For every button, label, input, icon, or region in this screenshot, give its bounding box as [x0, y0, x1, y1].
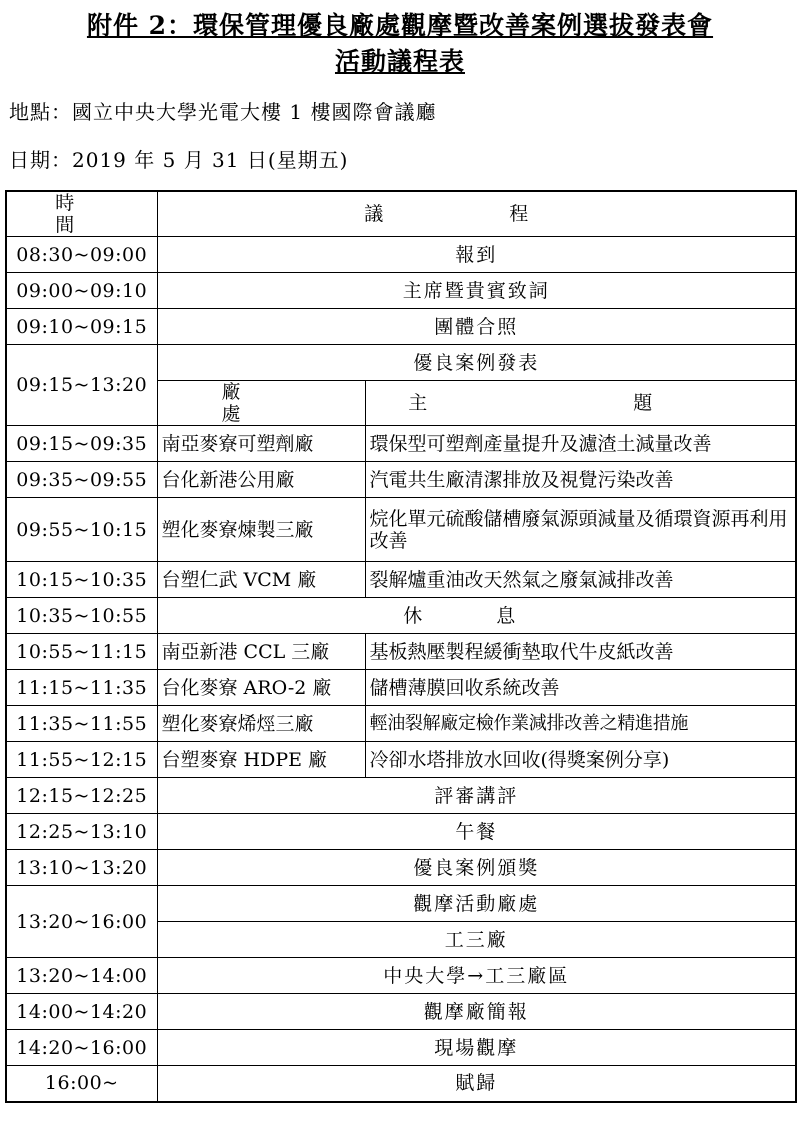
table-row — [6, 309, 796, 345]
subheader-topic: 主 題 — [365, 381, 796, 426]
agenda-table — [5, 190, 797, 1103]
row-plant: 台化新港公用廠 — [157, 462, 365, 498]
header-agenda: 議 程 — [157, 191, 796, 237]
row-time: 10:35~10:55 — [6, 598, 157, 634]
row-time: 10:15~10:35 — [6, 562, 157, 598]
row-agenda: 主席暨貴賓致詞 — [157, 273, 796, 309]
row-time: 10:55~11:15 — [6, 634, 157, 670]
row-time: 14:00~14:20 — [6, 994, 157, 1030]
row-agenda: 觀摩廠簡報 — [157, 994, 796, 1030]
row-time: 09:10~09:15 — [6, 309, 157, 345]
row-topic: 汽電共生廠清潔排放及視覺污染改善 — [365, 462, 796, 498]
header-time: 時 間 — [6, 191, 157, 237]
row-agenda: 中央大學→工三廠區 — [157, 958, 796, 994]
row-time: 09:35~09:55 — [6, 462, 157, 498]
table-row — [6, 670, 796, 706]
table-row — [6, 742, 796, 778]
row-agenda-site: 工三廠 — [157, 922, 796, 958]
row-plant: 南亞新港 CCL 三廠 — [157, 634, 365, 670]
table-row — [6, 1030, 796, 1066]
table-row — [6, 994, 796, 1030]
subheader-plant: 廠 處 — [157, 381, 365, 426]
table-header-row — [6, 191, 796, 237]
row-topic: 輕油裂解廠定檢作業減排改善之精進措施 — [365, 706, 796, 742]
table-row — [6, 850, 796, 886]
row-topic: 冷卻水塔排放水回收(得獎案例分享) — [365, 742, 796, 778]
row-time: 13:20~14:00 — [6, 958, 157, 994]
row-time: 12:25~13:10 — [6, 814, 157, 850]
row-plant: 台塑麥寮 HDPE 廠 — [157, 742, 365, 778]
row-time: 09:00~09:10 — [6, 273, 157, 309]
row-agenda: 賦歸 — [157, 1066, 796, 1102]
row-agenda: 優良案例發表 — [157, 345, 796, 381]
row-plant: 台塑仁武 VCM 廠 — [157, 562, 365, 598]
table-row — [6, 345, 796, 381]
table-row — [6, 462, 796, 498]
table-row — [6, 778, 796, 814]
table-row — [6, 958, 796, 994]
row-plant: 塑化麥寮煉製三廠 — [157, 498, 365, 562]
row-topic: 環保型可塑劑產量提升及濾渣土減量改善 — [365, 426, 796, 462]
row-topic: 基板熱壓製程緩衝墊取代牛皮紙改善 — [365, 634, 796, 670]
row-agenda: 團體合照 — [157, 309, 796, 345]
row-time: 08:30~09:00 — [6, 237, 157, 273]
table-row — [6, 426, 796, 462]
row-time: 09:15~13:20 — [6, 345, 157, 426]
row-topic: 烷化單元硫酸儲槽廢氣源頭減量及循環資源再利用改善 — [365, 498, 796, 562]
table-row — [6, 273, 796, 309]
row-time: 11:55~12:15 — [6, 742, 157, 778]
row-agenda: 午餐 — [157, 814, 796, 850]
row-time: 12:15~12:25 — [6, 778, 157, 814]
table-row — [6, 886, 796, 922]
row-topic: 儲槽薄膜回收系統改善 — [365, 670, 796, 706]
event-location: 地點：國立中央大學光電大樓 1 樓國際會議廳 — [9, 100, 437, 124]
table-row — [6, 814, 796, 850]
row-agenda: 優良案例頒獎 — [157, 850, 796, 886]
row-agenda: 休 息 — [157, 598, 796, 634]
row-time: 11:35~11:55 — [6, 706, 157, 742]
document-subtitle: 活動議程表 — [334, 47, 465, 76]
table-row — [6, 598, 796, 634]
row-plant: 台化麥寮 ARO-2 廠 — [157, 670, 365, 706]
row-topic: 裂解爐重油改天然氣之廢氣減排改善 — [365, 562, 796, 598]
document-title: 附件 2：環保管理優良廠處觀摩暨改善案例選拔發表會 — [86, 11, 714, 40]
row-plant: 塑化麥寮烯烴三廠 — [157, 706, 365, 742]
table-row — [6, 634, 796, 670]
row-agenda: 報到 — [157, 237, 796, 273]
row-time: 09:15~09:35 — [6, 426, 157, 462]
row-time: 11:15~11:35 — [6, 670, 157, 706]
row-time: 13:10~13:20 — [6, 850, 157, 886]
row-plant: 南亞麥寮可塑劑廠 — [157, 426, 365, 462]
table-row — [6, 498, 796, 562]
row-time: 14:20~16:00 — [6, 1030, 157, 1066]
row-agenda: 評審講評 — [157, 778, 796, 814]
row-time: 09:55~10:15 — [6, 498, 157, 562]
table-row — [6, 562, 796, 598]
row-time: 13:20~16:00 — [6, 886, 157, 958]
table-row — [6, 706, 796, 742]
row-agenda: 現場觀摩 — [157, 1030, 796, 1066]
table-row — [6, 1066, 796, 1102]
event-date: 日期：2019 年 5 月 31 日(星期五) — [9, 148, 349, 172]
row-time: 16:00~ — [6, 1066, 157, 1102]
row-agenda: 觀摩活動廠處 — [157, 886, 796, 922]
table-row — [6, 237, 796, 273]
